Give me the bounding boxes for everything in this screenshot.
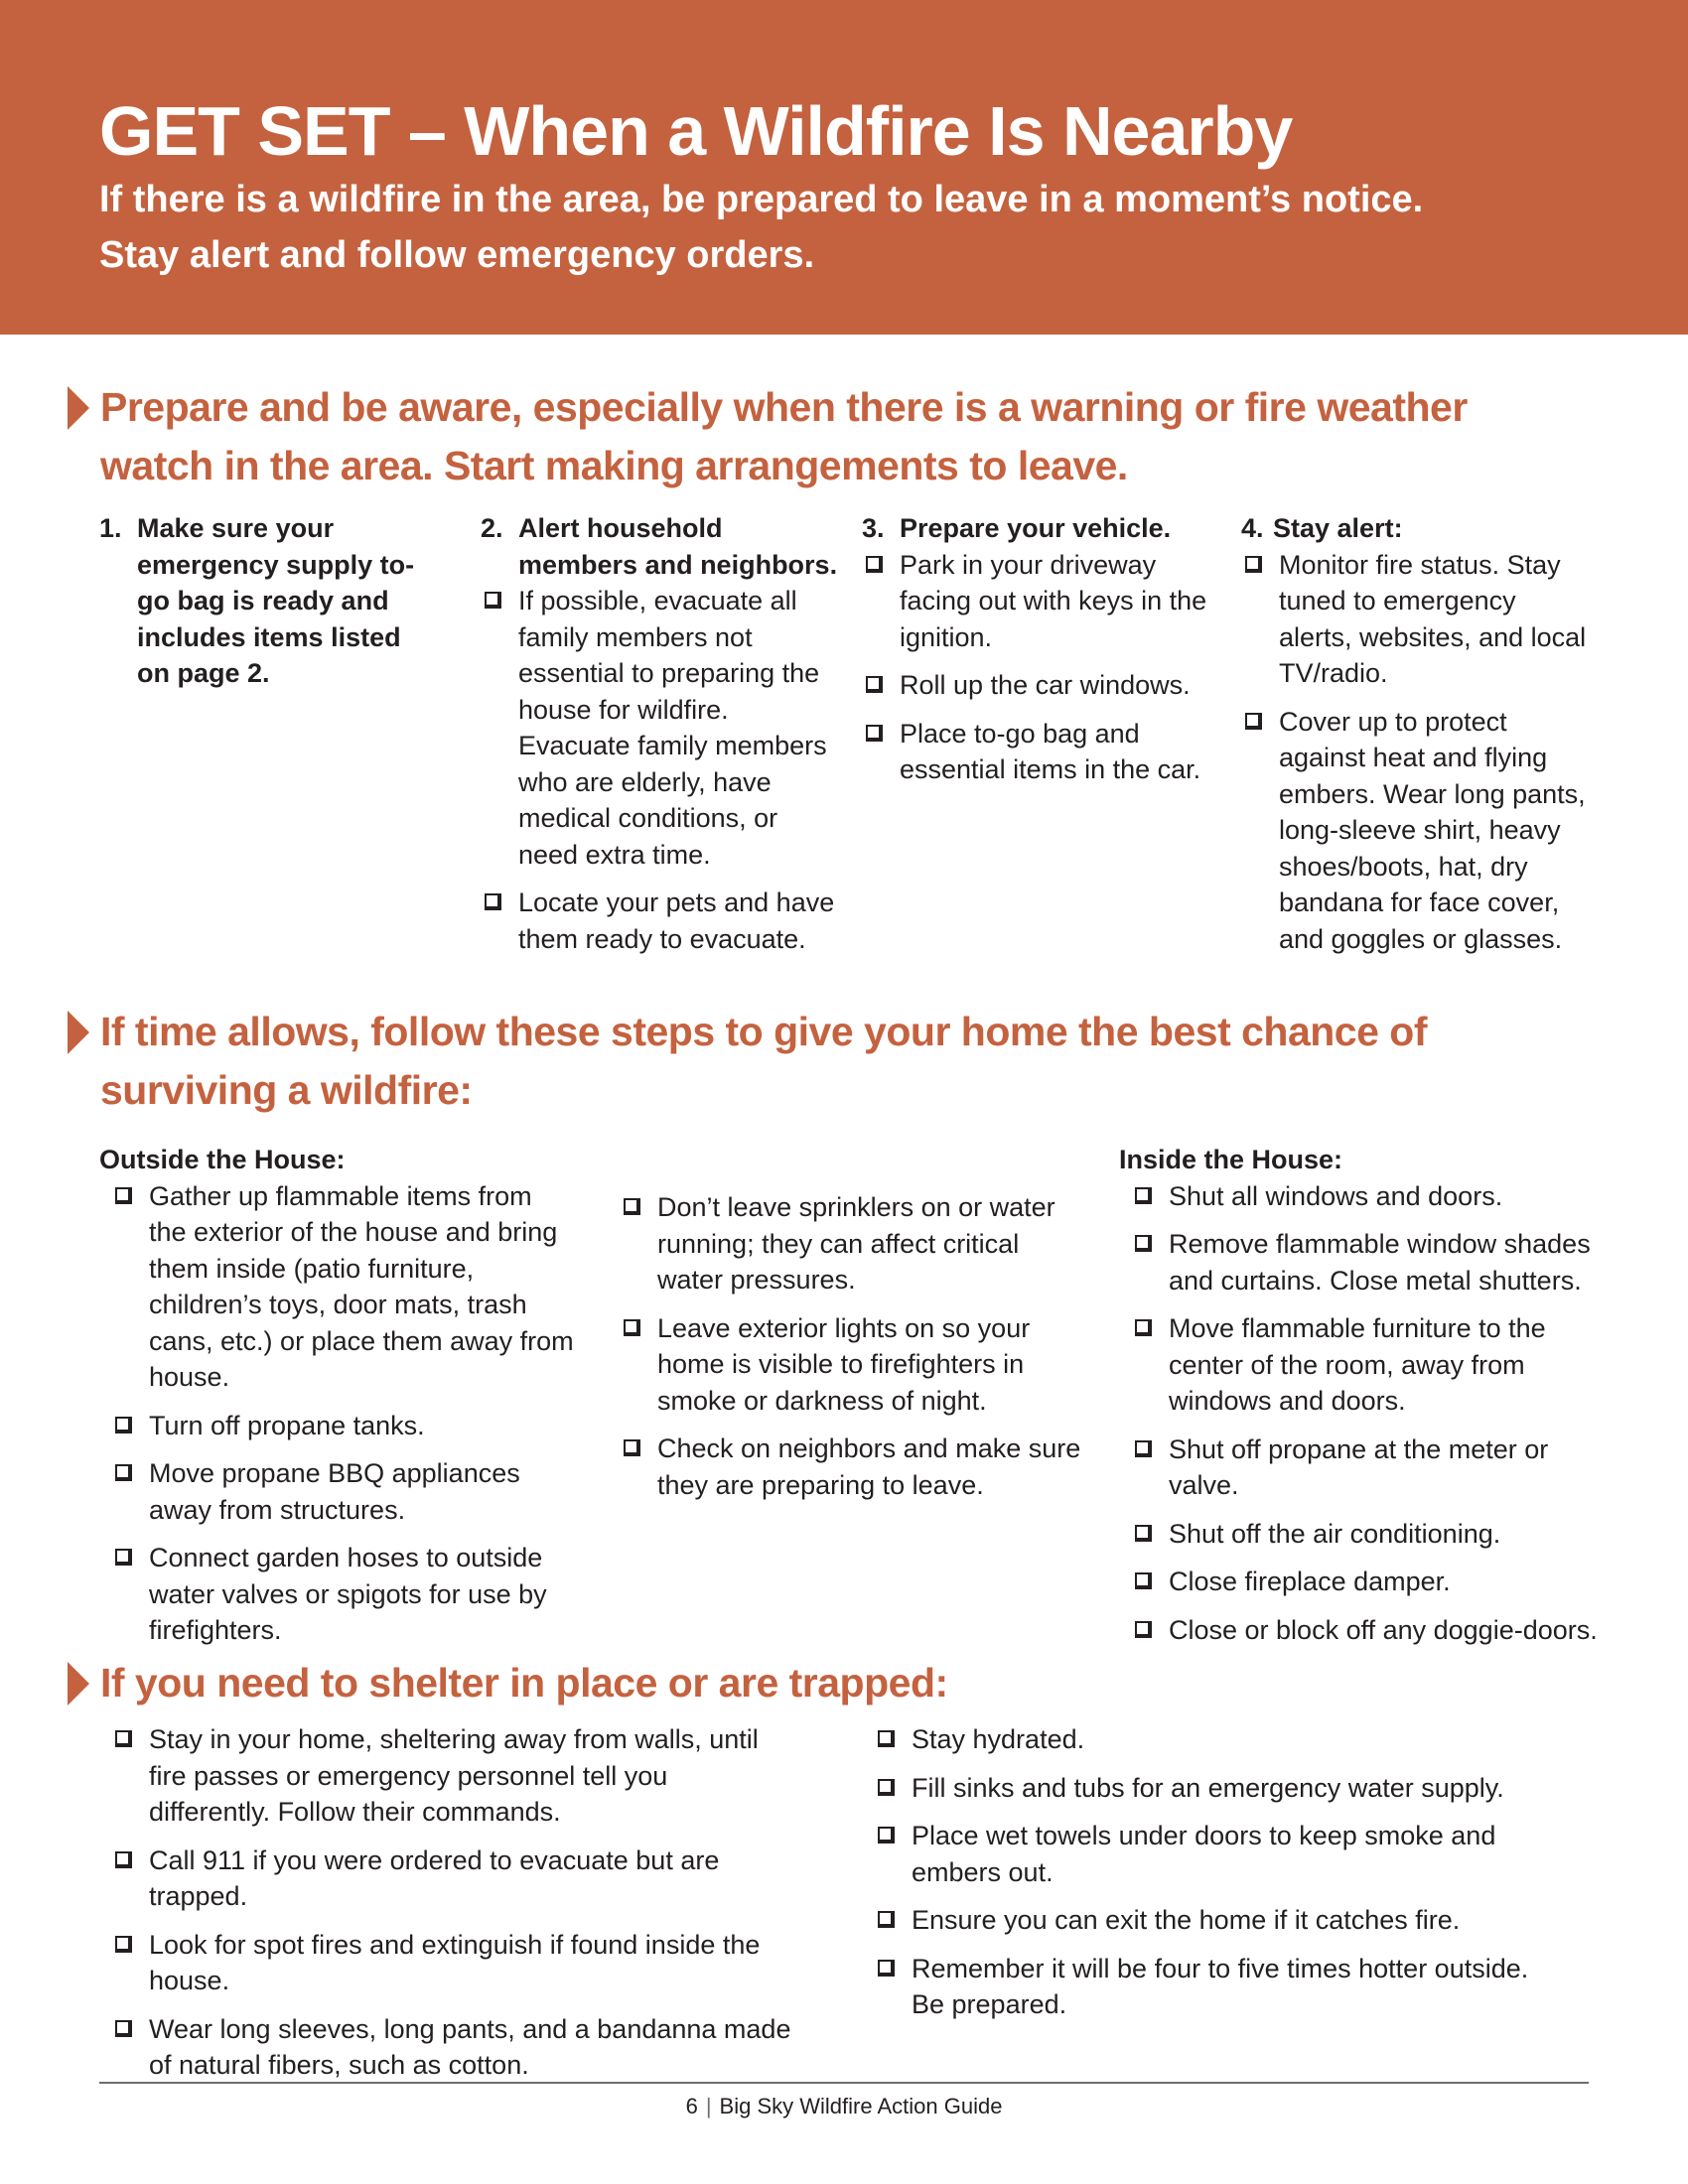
step-number: 3. [862,513,885,543]
step-column-4 [1241,510,1589,969]
checkbox-icon[interactable] [878,1730,895,1747]
checkbox-icon[interactable] [115,1464,132,1481]
outside-house-column-2 [620,1189,1086,1515]
step-heading [99,510,437,692]
checklist-item: Fill sinks and tubs for an emergency water supply. [874,1770,1589,1807]
triangle-arrow-icon [68,1662,89,1706]
footer-separator: | [705,2094,712,2118]
step-title: Make sure your emergency supply to-go bag is ready and includes items listed on page 2. [137,513,415,688]
checklist-item: Check on neighbors and make sure they are preparing to leave. [620,1431,1086,1503]
outside-house-column [99,1142,576,1661]
checklist-item: Park in your driveway facing out with keys in the ignition. [862,547,1214,656]
checkbox-icon[interactable] [866,556,883,573]
checklist-item: Shut all windows and doors. [1131,1178,1606,1215]
checklist-item: Move propane BBQ appliances away from structures. [111,1455,576,1528]
inside-house-column [1119,1142,1606,1660]
checklist-item: If possible, evacuate all family members not essential to preparing the house for wildfire. Evacuate family members who are elderly, have medical conditions, or need extra time. [481,583,838,873]
triangle-arrow-icon [68,1011,89,1054]
checklist-item: Call 911 if you were ordered to evacuate but are trapped. [111,1843,816,1915]
checkbox-icon[interactable] [866,676,883,693]
checkbox-icon[interactable] [115,1417,132,1433]
checkbox-icon[interactable] [878,1911,895,1928]
checkbox-icon[interactable] [485,893,501,910]
shelter-column-2 [874,1721,1589,2035]
checkbox-icon[interactable] [115,1851,132,1868]
step-column-1 [99,510,437,692]
checklist-item: Stay in your home, sheltering away from walls, until fire passes or emergency personnel tell you differently. Follow their commands. [111,1721,816,1831]
page-subtitle-line-1: If there is a wildfire in the area, be prepared to leave in a moment’s notice. [99,179,1424,220]
step-title: Prepare your vehicle. [900,513,1172,543]
checkbox-icon[interactable] [1135,1235,1152,1252]
checkbox-icon[interactable] [115,2020,132,2037]
checkbox-icon[interactable] [1245,713,1262,730]
checkbox-icon[interactable] [878,1827,895,1843]
checkbox-icon[interactable] [1135,1572,1152,1589]
section-heading-line-2: watch in the area. Start making arrangements to leave. [100,443,1128,488]
checklist-item: Stay hydrated. [874,1721,1589,1758]
section-heading-shelter [68,1654,1617,1712]
outside-house-title: Outside the House: [99,1145,346,1174]
checkbox-icon[interactable] [1135,1621,1152,1638]
header-banner [0,0,1688,335]
checkbox-icon[interactable] [115,1730,132,1747]
checklist-item: Connect garden hoses to outside water valves or spigots for use by firefighters. [111,1540,576,1649]
checklist-item: Place wet towels under doors to keep smoke and embers out. [874,1818,1589,1890]
page-subtitle-line-2: Stay alert and follow emergency orders. [99,234,815,276]
checklist-item: Shut off the air conditioning. [1131,1516,1606,1553]
triangle-arrow-icon [68,386,89,430]
section-heading-line-1: If time allows, follow these steps to give your home the best chance of [100,1009,1427,1054]
checklist-item: Roll up the car windows. [862,667,1214,704]
checklist-item: Cover up to protect against heat and flying embers. Wear long pants, long-sleeve shirt, heavy shoes/boots, hat, dry bandana for face cover, and goggles or glasses. [1241,704,1589,958]
checkbox-icon[interactable] [624,1319,640,1336]
page-number: 6 [685,2094,698,2118]
step-number: 4. [1241,513,1264,543]
step-column-2 [481,510,838,969]
step-title: Stay alert: [1273,513,1403,543]
checklist-item: Don’t leave sprinklers on or water running; they can affect critical water pressures. [620,1189,1086,1298]
checkbox-icon[interactable] [878,1779,895,1796]
checkbox-icon[interactable] [1135,1440,1152,1457]
checklist-item: Place to-go bag and essential items in the car. [862,716,1214,788]
checkbox-icon[interactable] [1135,1525,1152,1542]
checklist-item: Remember it will be four to five times hotter outside. Be prepared. [874,1951,1589,2023]
checkbox-icon[interactable] [1135,1319,1152,1336]
step-title: Alert household members and neighbors. [518,513,838,580]
checkbox-icon[interactable] [1135,1187,1152,1204]
checkbox-icon[interactable] [115,1936,132,1953]
step-number: 2. [481,513,503,543]
checklist-item: Leave exterior lights on so your home is visible to firefighters in smoke or darkness of night. [620,1310,1086,1420]
step-number: 1. [99,513,122,543]
checklist-item: Gather up flammable items from the exterior of the house and bring them inside (patio furniture, children’s toys, door mats, trash cans, etc.) or place them away from house. [111,1178,576,1396]
section-heading-line-2: surviving a wildfire: [100,1067,473,1113]
checkbox-icon[interactable] [115,1187,132,1204]
checklist-item: Monitor fire status. Stay tuned to emergency alerts, websites, and local TV/radio. [1241,547,1589,692]
checkbox-icon[interactable] [624,1439,640,1456]
checklist-item: Move flammable furniture to the center of the room, away from windows and doors. [1131,1310,1606,1420]
step-column-3 [862,510,1214,800]
checklist-item: Turn off propane tanks. [111,1408,576,1444]
section-heading-time-allows [68,1003,1617,1120]
checklist-item: Look for spot fires and extinguish if found inside the house. [111,1927,816,1999]
section-heading-line-1: Prepare and be aware, especially when there is a warning or fire weather [100,384,1468,430]
inside-house-title: Inside the House: [1119,1145,1343,1174]
checklist-item: Close fireplace damper. [1131,1564,1606,1600]
checkbox-icon[interactable] [115,1549,132,1566]
page-title: GET SET – When a Wildfire Is Nearby [99,92,1293,170]
checkbox-icon[interactable] [624,1198,640,1215]
checkbox-icon[interactable] [866,725,883,742]
checklist-item: Remove flammable window shades and curtains. Close metal shutters. [1131,1226,1606,1298]
step-heading [1241,510,1589,547]
checklist-item: Close or block off any doggie-doors. [1131,1612,1606,1649]
checkbox-icon[interactable] [878,1960,895,1977]
shelter-column-1 [111,1721,816,2096]
section-heading-prepare [68,378,1617,495]
checklist-item: Wear long sleeves, long pants, and a bandanna made of natural fibers, such as cotton. [111,2011,816,2084]
section-heading-line-1: If you need to shelter in place or are trapped: [100,1660,948,1706]
page-footer [0,2092,1688,2121]
footer-divider [99,2082,1589,2084]
checklist-item: Ensure you can exit the home if it catches fire. [874,1902,1589,1939]
checkbox-icon[interactable] [1245,556,1262,573]
checkbox-icon[interactable] [485,592,501,609]
guide-title: Big Sky Wildfire Action Guide [719,2094,1003,2118]
step-heading [862,510,1214,547]
step-heading [481,510,838,583]
checklist-item: Shut off propane at the meter or valve. [1131,1432,1606,1504]
checklist-item: Locate your pets and have them ready to evacuate. [481,885,838,957]
